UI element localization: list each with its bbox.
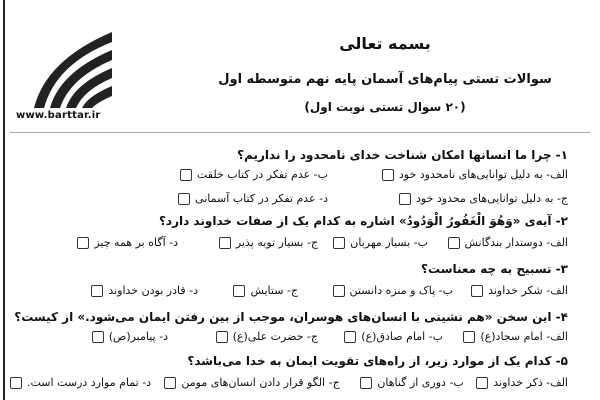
- checkbox[interactable]: [476, 377, 488, 389]
- checkbox[interactable]: [448, 237, 460, 249]
- checkbox[interactable]: [77, 237, 89, 249]
- option-5a[interactable]: الف- ذکر خداوند: [464, 376, 568, 389]
- site-url: www.barttar.ir: [16, 110, 101, 121]
- question-2: ۲- آیه‌ی «وَهُوَ الْغَفُورُ الْوَدُودُ» اشاره به کدام یک از صفات خداوند دارد؟: [158, 214, 568, 228]
- option-2b[interactable]: ب- بسیار مهربان: [318, 236, 428, 249]
- logo-graphic-icon: [16, 20, 126, 115]
- option-2a[interactable]: الف- دوستدار بندگانش: [428, 236, 568, 249]
- checkbox[interactable]: [91, 285, 103, 297]
- checkbox[interactable]: [180, 169, 192, 181]
- option-4c[interactable]: ج- حضرت علی(ع): [168, 330, 318, 343]
- checkbox[interactable]: [382, 169, 394, 181]
- checkbox[interactable]: [360, 377, 372, 389]
- option-4a[interactable]: الف- امام سجاد(ع): [443, 330, 568, 343]
- option-1a[interactable]: الف- به دلیل توانایی‌های نامحدود خود: [328, 168, 568, 181]
- question-4-options: [10, 330, 568, 343]
- checkbox[interactable]: [216, 331, 228, 343]
- page-title: بسمه تعالی: [339, 34, 431, 53]
- option-5c[interactable]: ج- الگو قرار دادن انسان‌های مومن: [151, 376, 340, 389]
- checkbox[interactable]: [333, 237, 345, 249]
- question-1-options-row-1: [10, 168, 568, 181]
- header: [170, 34, 600, 53]
- option-5b[interactable]: ب- دوری از گناهان: [340, 376, 464, 389]
- option-3a[interactable]: الف- شکر خداوند: [453, 284, 568, 297]
- option-1c[interactable]: ج- به دلیل توانایی‌های محدود خود: [328, 192, 568, 205]
- left-border-line: [3, 0, 5, 400]
- checkbox[interactable]: [10, 377, 22, 389]
- question-3: ۳- تسبیح به چه معناست؟: [421, 262, 568, 276]
- option-4b[interactable]: ب- امام صادق(ع): [318, 330, 443, 343]
- checkbox[interactable]: [471, 285, 483, 297]
- exam-note: (۲۰ سوال تستی نوبت اول): [304, 100, 466, 114]
- checkbox[interactable]: [344, 331, 356, 343]
- checkbox[interactable]: [178, 193, 190, 205]
- checkbox[interactable]: [92, 331, 104, 343]
- question-4: ۴- این سخن «هم نشینی با انسان‌های هوسران، موجب از بین رفتن ایمان می‌شود.» از کیست؟: [14, 310, 568, 324]
- checkbox[interactable]: [399, 193, 411, 205]
- checkbox[interactable]: [164, 377, 176, 389]
- checkbox[interactable]: [333, 285, 345, 297]
- header-divider: [10, 132, 590, 133]
- option-3b[interactable]: ب- پاک و منزه دانستن: [298, 284, 453, 297]
- option-5d[interactable]: د- تمام موارد درست است.: [10, 376, 151, 389]
- checkbox[interactable]: [219, 237, 231, 249]
- exam-subtitle: سوالات تستی پیام‌های آسمان پایه نهم متوسطه اول: [218, 72, 552, 87]
- option-2d[interactable]: د- آگاه بر همه چیز: [77, 236, 178, 249]
- question-5-options: [10, 376, 568, 389]
- option-1b[interactable]: ب- عدم تفکر در کتاب خلقت: [180, 168, 328, 181]
- option-3d[interactable]: د- قادر بودن خداوند: [91, 284, 198, 297]
- question-1: ۱- چرا ما انسانها امکان شناخت خدای نامحدود را نداریم؟: [237, 148, 568, 162]
- question-2-options: [10, 236, 568, 249]
- option-4d[interactable]: د- پیامبر(ص): [92, 330, 168, 343]
- checkbox[interactable]: [233, 285, 245, 297]
- question-5: ۵- کدام یک از موارد زیر، از راه‌های تقویت ایمان به خدا می‌باشد؟: [187, 354, 568, 368]
- question-1-options-row-2: [10, 192, 568, 205]
- question-3-options: [10, 284, 568, 297]
- option-3c[interactable]: ج- ستایش: [198, 284, 298, 297]
- checkbox[interactable]: [463, 331, 475, 343]
- option-1d[interactable]: د- عدم تفکر در کتاب آسمانی: [178, 192, 328, 205]
- option-2c[interactable]: ج- بسیار توبه پذیر: [178, 236, 318, 249]
